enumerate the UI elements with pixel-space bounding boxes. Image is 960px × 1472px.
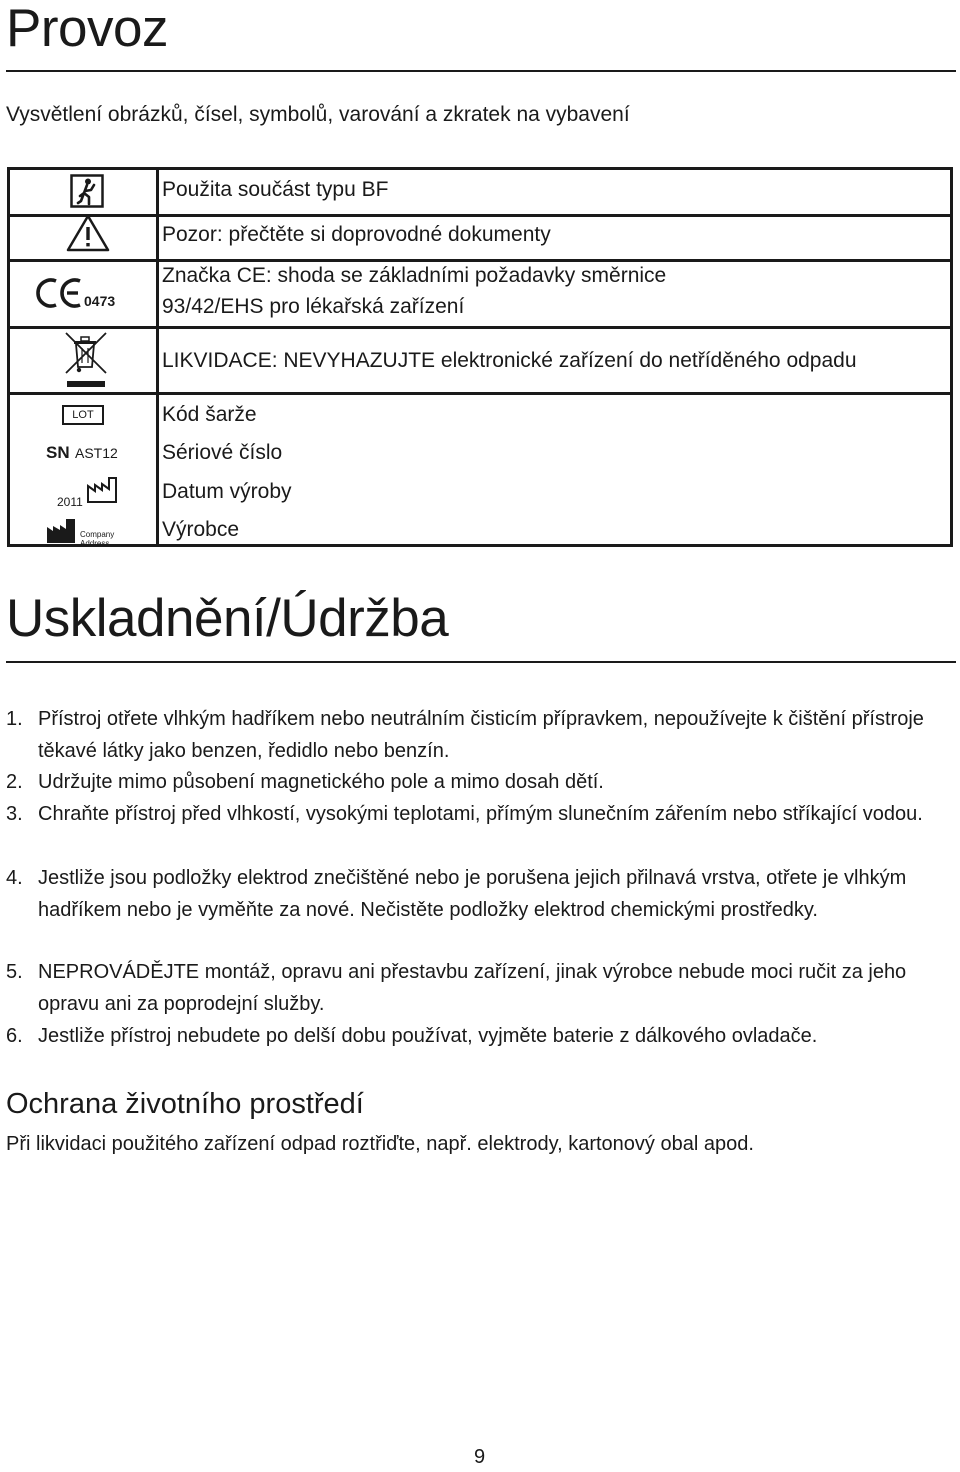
table-divider-row [10,326,950,329]
list-item-number: 5. [6,961,23,983]
table-divider-row [10,259,950,262]
list-item-number: 1. [6,708,23,730]
manufacture-year: 2011 [57,495,83,509]
symbol-description: Použita součást typu BF [162,178,389,201]
manufacturer-address: Address [80,539,110,548]
warning-triangle-icon [66,214,110,252]
list-item-number: 2. [6,771,23,793]
title-rule [6,70,956,72]
sn-value: AST12 [75,445,118,461]
weee-crossed-bin-icon [60,329,114,389]
list-item-text: Jestliže přístroj nebudete po delší dobu používat, vyjměte baterie z dálkového ovladače. [38,1025,818,1047]
lot-label: LOT [72,409,94,421]
date-of-manufacture-icon [86,476,118,504]
list-item [6,1021,946,1053]
environment-paragraph: Při likvidaci použitého zařízení odpad roztřiďte, např. elektrody, kartonový obal apod. [6,1133,754,1155]
symbol-description: 93/42/EHS pro lékařská zařízení [162,295,465,318]
table-divider-vertical [156,170,159,544]
bf-type-applied-part-icon [70,174,104,208]
subsection-title: Ochrana životního prostředí [6,1088,364,1120]
list-item [6,957,946,1020]
table-divider-row [10,214,950,217]
table-divider-row [10,392,950,395]
list-item-number: 4. [6,867,23,889]
list-item-text: NEPROVÁDĚJTE montáž, opravu ani přestavbu zařízení, jinak výrobce nebude moci ručit za jeho opravu ani za poprodejní služby. [38,961,907,1015]
symbols-subtitle: Vysvětlení obrázků, čísel, symbolů, varování a zkratek na vybavení [6,103,630,126]
sn-label: SN [46,443,70,462]
list-item-text: Chraňte přístroj před vlhkostí, vysokými teplotami, přímým slunečním zářením nebo stříkající vodou. [38,803,923,825]
symbol-description: Výrobce [162,518,240,541]
list-item-text: Jestliže jsou podložky elektrod znečištěné nebo je porušena jejich přilnavá vrstva, otřete je vlhkým hadříkem nebo je vyměňte za nové. Nečistěte podložky elektrod chemickými prostředky. [38,867,907,921]
symbol-description: Značka CE: shoda se základními požadavky směrnice [162,264,667,287]
manufacturer-icon [46,518,76,544]
ce-number: 0473 [84,293,116,309]
symbol-description: Datum výroby [162,480,292,503]
symbol-description: Pozor: přečtěte si doprovodné dokumenty [162,223,551,246]
section-rule [6,661,956,663]
lot-symbol-icon [62,405,104,425]
list-item [6,767,946,799]
symbol-description: LIKVIDACE: NEVYHAZUJTE elektronické zařízení do netříděného odpadu [162,349,857,372]
list-item [6,704,946,767]
page-number: 9 [474,1446,486,1468]
list-item [6,799,946,831]
list-item-number: 6. [6,1025,23,1047]
symbol-description: Sériové číslo [162,441,283,464]
symbol-description: Kód šarže [162,403,257,426]
list-item-text: Přístroj otřete vlhkým hadříkem nebo neutrálním čisticím přípravkem, nepoužívejte k čištění přístroje těkavé látky jako benzen, ředidlo nebo benzín. [38,708,924,762]
manufacturer-company: Company [80,530,115,539]
page-title: Provoz [6,0,168,58]
list-item-text: Udržujte mimo působení magnetického pole a mimo dosah dětí. [38,771,604,793]
list-item [6,863,946,926]
list-item-number: 3. [6,803,23,825]
section-title: Uskladnění/Údržba [6,589,449,648]
ce-mark-icon [34,277,84,309]
